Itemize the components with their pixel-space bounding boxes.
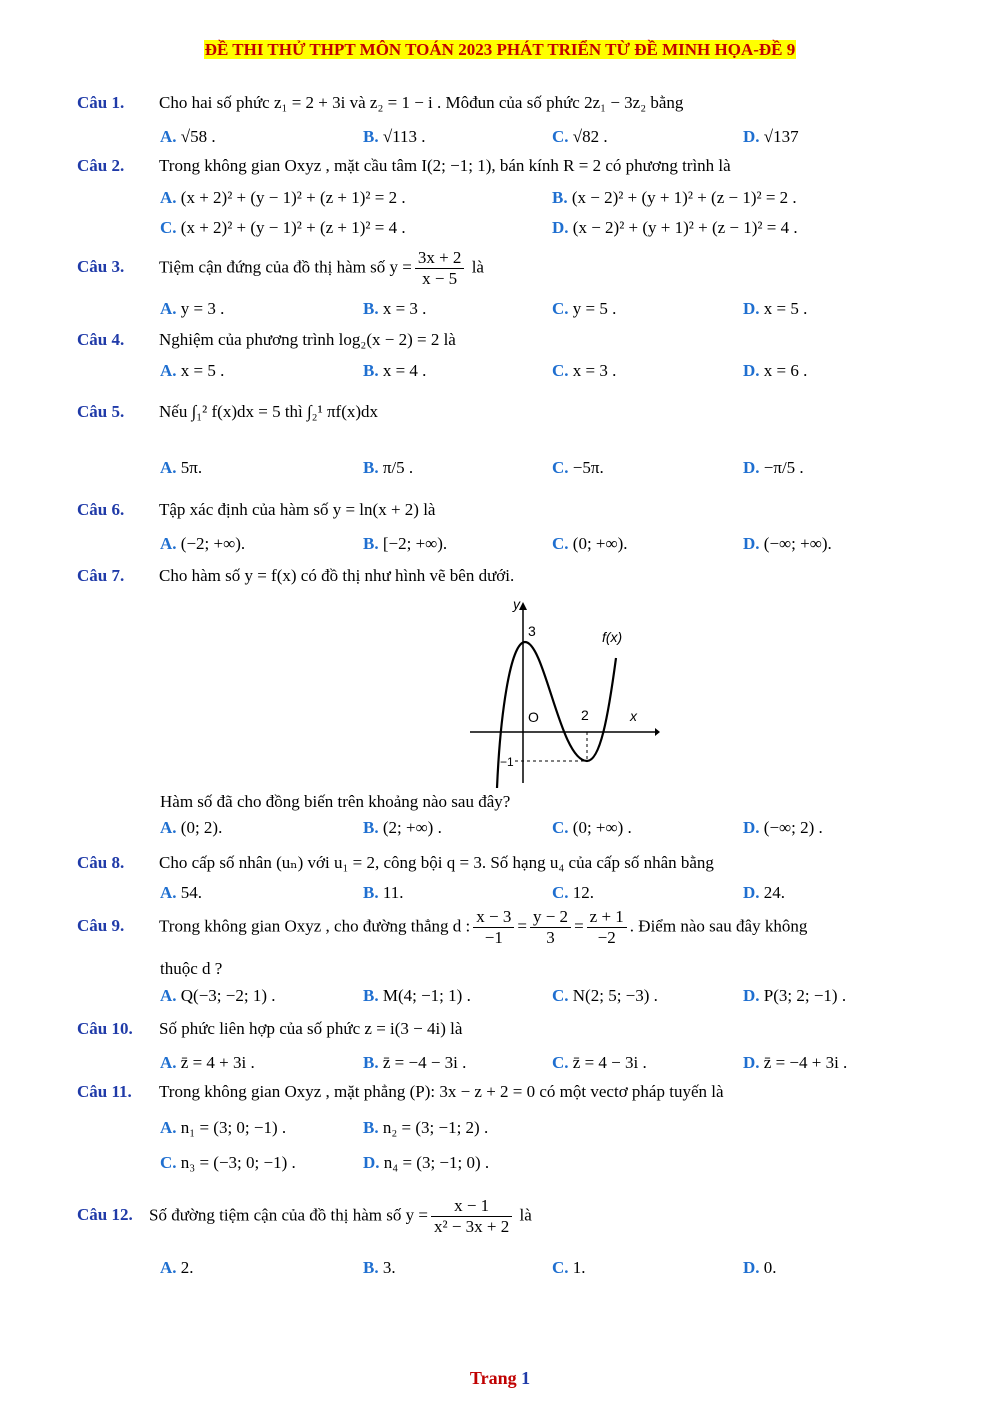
page-number: 1 [521, 1368, 531, 1388]
options-12 [160, 1258, 960, 1282]
question-12: Câu 12. Số đường tiệm cận của đồ thị hàm số y = $\frac{x - 1}{\text{x² − 3x + 2}}$ là [77, 1196, 532, 1236]
question-3: Câu 3. Tiệm cận đứng của đồ thị hàm số y = $\frac{3x + 2}{x - 5}$ là [77, 248, 484, 288]
question-stem: Tập xác định của hàm số y = ln(x + 2) là [159, 500, 436, 519]
option-a[interactable]: A. z̄ = 4 + 3i . [160, 1053, 255, 1072]
options-1 [160, 127, 960, 151]
option-b[interactable]: B. z̄ = −4 − 3i . [363, 1053, 467, 1072]
question-2 [77, 156, 960, 176]
option-d[interactable]: D. z̄ = −4 + 3i . [743, 1053, 848, 1072]
option-d[interactable]: D. (x − 2)² + (y + 1)² + (z − 1)² = 4 . [552, 218, 798, 237]
fraction: $\frac{x - 3}{-1}$ [473, 907, 514, 948]
question-stem: Trong không gian Oxyz , mặt cầu tâm I(2; −1; 1), bán kính R = 2 có phương trình là [159, 156, 731, 175]
options-4 [160, 361, 960, 385]
option-b[interactable]: B. [−2; +∞). [363, 534, 448, 553]
option-a[interactable]: A. (−2; +∞). [160, 534, 246, 553]
option-d[interactable]: D. 24. [743, 883, 786, 902]
options-9 [160, 986, 960, 1010]
option-c[interactable]: C. (0; +∞) . [552, 818, 632, 837]
option-a[interactable]: A. 2. [160, 1258, 194, 1277]
tick-label-m1: −1 [500, 755, 514, 769]
option-c[interactable]: C. n₃ = (−3; 0; −1) . [160, 1153, 296, 1172]
question-stem: Cho hàm số y = f(x) có đồ thị như hình vẽ bên dưới. [159, 566, 515, 585]
option-d[interactable]: D. √137 [743, 127, 799, 146]
question-label: Câu 4. [77, 330, 125, 349]
question-11 [77, 1082, 960, 1102]
question-4 [77, 330, 960, 350]
question-label: Câu 12. [77, 1205, 133, 1225]
option-a[interactable]: A. 5π. [160, 458, 203, 477]
x-axis-label: x [630, 708, 637, 724]
option-d[interactable]: D. 0. [743, 1258, 777, 1277]
question-stem: Nghiệm của phương trình log₂(x − 2) = 2 là [159, 330, 456, 349]
question-label: Câu 11. [77, 1082, 132, 1101]
question-stem: Cho hai số phức z₁ = 2 + 3i và z₂ = 1 − i . Môđun của số phức 2z₁ − 3z₂ bằng [159, 93, 684, 112]
option-b[interactable]: B. π/5 . [363, 458, 414, 477]
option-a[interactable]: A. (0; 2). [160, 818, 223, 837]
question-label: Câu 6. [77, 500, 125, 519]
option-d[interactable]: D. n₄ = (3; −1; 0) . [363, 1153, 490, 1172]
option-b[interactable]: B. √113 . [363, 127, 426, 146]
option-c[interactable]: C. z̄ = 4 − 3i . [552, 1053, 647, 1072]
question-label: Câu 2. [77, 156, 125, 175]
option-a[interactable]: A. y = 3 . [160, 299, 225, 318]
question-5 [77, 402, 960, 422]
option-c[interactable]: C. x = 3 . [552, 361, 617, 380]
options-6 [160, 534, 960, 558]
option-c[interactable]: C. √82 . [552, 127, 608, 146]
fraction: $\frac{y - 2}{3}$ [530, 907, 571, 948]
question-10 [77, 1019, 960, 1039]
question-label: Câu 3. [77, 257, 125, 277]
x-axis-arrow [655, 728, 660, 736]
fraction: $\frac{x - 1}{\text{x² − 3x + 2}}$ [431, 1196, 512, 1237]
option-b[interactable]: B. 11. [363, 883, 404, 902]
option-b[interactable]: B. (x − 2)² + (y + 1)² + (z − 1)² = 2 . [552, 188, 797, 207]
options-11a [160, 1118, 960, 1142]
option-c[interactable]: C. −5π. [552, 458, 604, 477]
options-5 [160, 458, 960, 482]
options-3 [160, 299, 960, 323]
y-axis-label: y [513, 598, 520, 612]
question-stem: Trong không gian Oxyz , mặt phẳng (P): 3x − z + 2 = 0 có một vectơ pháp tuyến là [159, 1082, 724, 1101]
question-8 [77, 853, 960, 873]
option-a[interactable]: A. (x + 2)² + (y − 1)² + (z + 1)² = 2 . [160, 188, 406, 207]
option-d[interactable]: D. (−∞; +∞). [743, 534, 832, 553]
question-label: Câu 9. [77, 916, 125, 936]
option-d[interactable]: D. P(3; 2; −1) . [743, 986, 847, 1005]
options-2b [160, 218, 960, 242]
option-c[interactable]: C. 1. [552, 1258, 586, 1277]
options-10 [160, 1053, 960, 1077]
option-b[interactable]: B. 3. [363, 1258, 396, 1277]
question-6 [77, 500, 960, 520]
question-stem: Số phức liên hợp của số phức z = i(3 − 4i) là [159, 1019, 463, 1038]
option-b[interactable]: B. x = 3 . [363, 299, 427, 318]
question-9: Câu 9. Trong không gian Oxyz , cho đường thẳng d : $\frac{x - 3}{-1}$ = $\frac{y - 2}{3}$ = $\frac{z + 1}{-2}$ . Điểm nào sau đây không [77, 907, 808, 947]
question-7-prompt: Hàm số đã cho đồng biến trên khoảng nào sau đây? [160, 792, 511, 811]
fraction: $\frac{3x + 2}{x - 5}$ [415, 248, 465, 289]
question-1 [77, 93, 960, 113]
option-b[interactable]: B. n₂ = (3; −1; 2) . [363, 1118, 489, 1137]
page-footer [0, 1368, 1000, 1389]
fx-curve [497, 642, 616, 788]
option-a[interactable]: A. n₁ = (3; 0; −1) . [160, 1118, 287, 1137]
option-a[interactable]: A. √58 . [160, 127, 216, 146]
option-a[interactable]: A. x = 5 . [160, 361, 225, 380]
function-graph [460, 598, 660, 788]
question-label: Câu 1. [77, 93, 125, 112]
tick-label-2: 2 [581, 707, 589, 723]
y-axis-arrow [519, 602, 527, 610]
option-c[interactable]: C. y = 5 . [552, 299, 617, 318]
option-a[interactable]: A. 54. [160, 883, 203, 902]
question-stem: Nếu ∫₁² f(x)dx = 5 thì ∫₂¹ πf(x)dx [159, 402, 379, 421]
option-c[interactable]: C. 12. [552, 883, 595, 902]
option-d[interactable]: D. x = 6 . [743, 361, 808, 380]
origin-label: O [528, 709, 539, 725]
option-b[interactable]: B. M(4; −1; 1) . [363, 986, 471, 1005]
question-label: Câu 8. [77, 853, 125, 872]
fx-label: f(x) [602, 629, 623, 645]
option-c[interactable]: C. (0; +∞). [552, 534, 628, 553]
option-d[interactable]: D. (−∞; 2) . [743, 818, 823, 837]
option-c[interactable]: C. (x + 2)² + (y − 1)² + (z + 1)² = 4 . [160, 218, 406, 237]
option-b[interactable]: B. x = 4 . [363, 361, 427, 380]
question-7 [77, 566, 960, 586]
option-a[interactable]: A. Q(−3; −2; 1) . [160, 986, 276, 1005]
options-2a [160, 188, 960, 212]
question-label: Câu 5. [77, 402, 125, 421]
option-d[interactable]: D. x = 5 . [743, 299, 808, 318]
options-8 [160, 883, 960, 907]
page-title: ĐỀ THI THỬ THPT MÔN TOÁN 2023 PHÁT TRIỂN TỪ ĐỀ MINH HỌA-ĐỀ 9 [204, 40, 796, 59]
option-d[interactable]: D. −π/5 . [743, 458, 804, 477]
question-9-cont: thuộc d ? [160, 959, 223, 978]
option-c[interactable]: C. N(2; 5; −3) . [552, 986, 658, 1005]
options-7 [160, 818, 960, 842]
footer-word: Trang [469, 1368, 517, 1388]
options-11b [160, 1153, 960, 1177]
question-label: Câu 10. [77, 1019, 133, 1038]
question-label: Câu 7. [77, 566, 125, 585]
tick-label-3: 3 [528, 623, 536, 639]
option-b[interactable]: B. (2; +∞) . [363, 818, 442, 837]
question-stem: Cho cấp số nhân (uₙ) với u₁ = 2, công bội q = 3. Số hạng u₄ của cấp số nhân bằng [159, 853, 714, 872]
fraction: $\frac{z + 1}{-2}$ [587, 907, 627, 948]
